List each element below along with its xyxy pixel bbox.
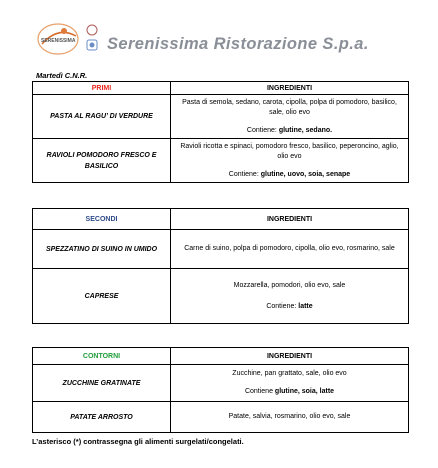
table-row: [33, 139, 409, 183]
ingredients-header: INGREDIENTI: [171, 82, 409, 95]
ingredients-header: INGREDIENTI: [171, 209, 409, 230]
dish-ingredients: [171, 139, 409, 183]
table-row: [33, 230, 409, 269]
dish-name: ZUCCHINE GRATINATE: [33, 365, 171, 402]
allergens-line: [174, 170, 405, 180]
allergens-line: [174, 302, 405, 312]
contains-label: Contiene:: [228, 170, 259, 178]
allergens: glutine, uovo, soia, senape: [260, 170, 351, 178]
primi-table: [32, 81, 409, 183]
dish-name: PASTA AL RAGU’ DI VERDURE: [33, 95, 171, 139]
dish-name: CAPRESE: [33, 269, 171, 324]
dish-ingredients: [171, 365, 409, 402]
ingredients-text: Patate, salvia, rosmarino, olio evo, sale: [228, 413, 351, 420]
table-row: [33, 402, 409, 433]
ingredients-text: Ravioli ricotta e spinaci, pomodoro fresco, basilico, peperoncino, aglio, olio evo: [180, 142, 399, 160]
company-name: Serenissima Ristorazione S.p.a.: [107, 35, 369, 53]
company-logo: [36, 20, 106, 58]
contains-label: Contiene:: [246, 126, 277, 134]
dish-ingredients: [171, 95, 409, 139]
allergens: glutine, soia, latte: [274, 388, 335, 395]
table-row: [33, 365, 409, 402]
dish-name: SPEZZATINO DI SUINO IN UMIDO: [33, 230, 171, 269]
ingredients-text: Pasta di semola, sedano, carota, cipolla, polpa di pomodoro, basilico, sale, olio evo: [182, 98, 397, 116]
contorni-table: [32, 347, 409, 433]
allergens: glutine, sedano.: [278, 126, 333, 134]
dish-name: PATATE ARROSTO: [33, 402, 171, 433]
category-primi: PRIMI: [33, 82, 171, 95]
allergens-line: [174, 126, 405, 136]
footnote: L’asterisco (*) contrassegna gli alimenti surgelati/congelati.: [32, 437, 244, 446]
contains-label: Contiene:: [266, 302, 297, 310]
logo-text: SERENISSIMA: [41, 38, 76, 44]
secondi-table: [32, 208, 409, 324]
contains-label: Contiene: [244, 388, 273, 395]
table-row: [33, 95, 409, 139]
ingredients-text: Mozzarella, pomodori, olio evo, sale: [233, 281, 346, 289]
ingredients-header: INGREDIENTI: [171, 348, 409, 365]
allergens-line: [174, 387, 405, 397]
menu-day: Martedì C.N.R.: [36, 71, 88, 80]
category-secondi: SECONDI: [33, 209, 171, 230]
dish-ingredients: [171, 230, 409, 269]
dish-ingredients: [171, 269, 409, 324]
dish-name: RAVIOLI POMODORO FRESCO E BASILICO: [33, 139, 171, 183]
allergens: latte: [298, 302, 313, 310]
ingredients-text: Zucchine, pan grattato, sale, olio evo: [232, 370, 347, 377]
table-row: [33, 269, 409, 324]
dish-ingredients: [171, 402, 409, 433]
category-contorni: CONTORNI: [33, 348, 171, 365]
ingredients-text: Carne di suino, polpa di pomodoro, cipolla, olio evo, rosmarino, sale: [184, 245, 395, 252]
